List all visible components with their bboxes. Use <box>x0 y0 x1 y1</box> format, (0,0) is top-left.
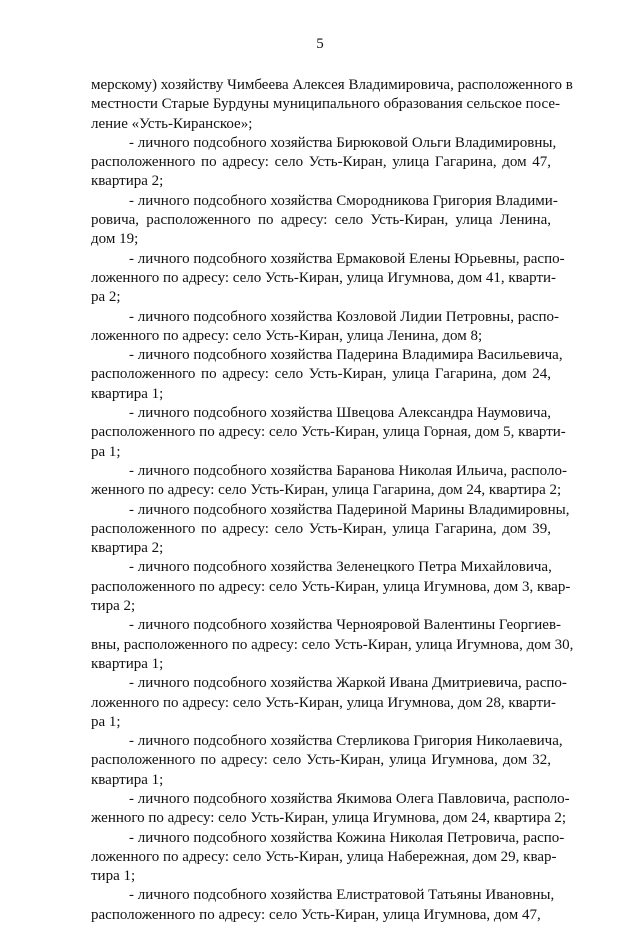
text-line: - личного подсобного хозяйства Елистратовой Татьяны Ивановны, <box>129 887 555 904</box>
text-line: - личного подсобного хозяйства Козловой Лидии Петровны, распо- <box>129 308 560 325</box>
text-line: расположенного по адресу: село Усть-Киран, улица Игумнова, дом 3, квар- <box>91 578 571 595</box>
paragraph <box>91 250 565 308</box>
text-line: женного по адресу: село Усть-Киран, улица Гагарина, дом 24, квартира 2; <box>91 482 562 499</box>
paragraph <box>91 462 567 501</box>
paragraph <box>91 790 570 829</box>
text-line: - личного подсобного хозяйства Падерина Владимира Васильевича, <box>129 347 563 364</box>
text-line: - личного подсобного хозяйства Баранова Николая Ильича, располо- <box>129 462 567 479</box>
text-line: расположенного по адресу: село Усть-Киран, улица Горная, дом 5, кварти- <box>91 424 566 441</box>
text-line: расположенного по адресу: село Усть-Киран, улица Гагарина, дом 39, <box>91 520 551 537</box>
text-line: ра 1; <box>91 713 121 730</box>
paragraph <box>91 501 570 559</box>
text-line: ра 2; <box>91 289 121 306</box>
paragraph <box>91 886 555 925</box>
text-line: вны, расположенного по адресу: село Усть-Киран, улица Игумнова, дом 30, <box>91 636 574 653</box>
text-line: - личного подсобного хозяйства Зеленецкого Петра Михайловича, <box>129 559 552 576</box>
paragraph <box>91 192 558 250</box>
paragraph <box>91 829 565 887</box>
text-line: тира 2; <box>91 598 136 615</box>
text-line: ложенного по адресу: село Усть-Киран, улица Игумнова, дом 41, кварти- <box>91 269 557 286</box>
text-line: - личного подсобного хозяйства Смородникова Григория Владими- <box>129 192 558 209</box>
paragraph <box>91 76 573 134</box>
text-line: квартира 2; <box>91 540 164 557</box>
text-line: ра 1; <box>91 443 121 460</box>
text-line: расположенного по адресу: село Усть-Киран, улица Игумнова, дом 32, <box>91 752 551 769</box>
text-line: - личного подсобного хозяйства Якимова Олега Павловича, располо- <box>129 790 570 807</box>
text-line: дом 19; <box>91 231 139 248</box>
text-line: - личного подсобного хозяйства Бирюковой Ольги Владимировны, <box>129 134 557 151</box>
text-line: женного по адресу: село Усть-Киран, улица Игумнова, дом 24, квартира 2; <box>91 810 567 827</box>
text-line: - личного подсобного хозяйства Кожина Николая Петровича, распо- <box>129 829 565 846</box>
text-line: - личного подсобного хозяйства Ермаковой Елены Юрьевны, распо- <box>129 250 565 267</box>
text-line: расположенного по адресу: село Усть-Киран, улица Гагарина, дом 47, <box>91 154 551 171</box>
text-line: ление «Усть-Киранское»; <box>91 115 253 132</box>
text-line: местности Старые Бурдуны муниципального образования сельское посе- <box>91 96 561 113</box>
paragraph <box>91 674 567 732</box>
text-line: ровича, расположенного по адресу: село Усть-Киран, улица Ленина, <box>91 212 551 229</box>
text-line: - личного подсобного хозяйства Швецова Александра Наумовича, <box>129 405 551 422</box>
paragraph <box>91 558 571 616</box>
text-line: квартира 2; <box>91 173 164 190</box>
text-line: тира 1; <box>91 868 136 885</box>
text-line: мерскому) хозяйству Чимбеева Алексея Владимировича, расположенного в <box>91 77 573 93</box>
text-line: ложенного по адресу: село Усть-Киран, улица Ленина, дом 8; <box>91 327 483 344</box>
text-line: квартира 1; <box>91 655 164 672</box>
text-line: квартира 1; <box>91 771 164 788</box>
text-line: квартира 1; <box>91 385 164 402</box>
paragraph <box>91 346 563 404</box>
text-line: ложенного по адресу: село Усть-Киран, улица Игумнова, дом 28, кварти- <box>91 694 557 711</box>
text-line: - личного подсобного хозяйства Стерликова Григория Николаевича, <box>129 733 563 750</box>
text-line: - личного подсобного хозяйства Падериной Марины Владимировны, <box>129 501 570 518</box>
text-line: - личного подсобного хозяйства Чернояровой Валентины Георгиев- <box>129 617 562 634</box>
paragraph <box>91 616 574 674</box>
paragraph <box>91 404 566 462</box>
text-line: расположенного по адресу: село Усть-Киран, улица Гагарина, дом 24, <box>91 366 551 383</box>
paragraph <box>91 134 557 192</box>
text-line: ложенного по адресу: село Усть-Киран, улица Набережная, дом 29, квар- <box>91 848 557 865</box>
document-body <box>91 76 574 925</box>
page-number: 5 <box>316 36 324 52</box>
paragraph <box>91 308 560 347</box>
paragraph <box>91 732 563 790</box>
text-line: расположенного по адресу: село Усть-Киран, улица Игумнова, дом 47, <box>91 906 541 923</box>
text-line: - личного подсобного хозяйства Жаркой Ивана Дмитриевича, распо- <box>129 675 567 692</box>
